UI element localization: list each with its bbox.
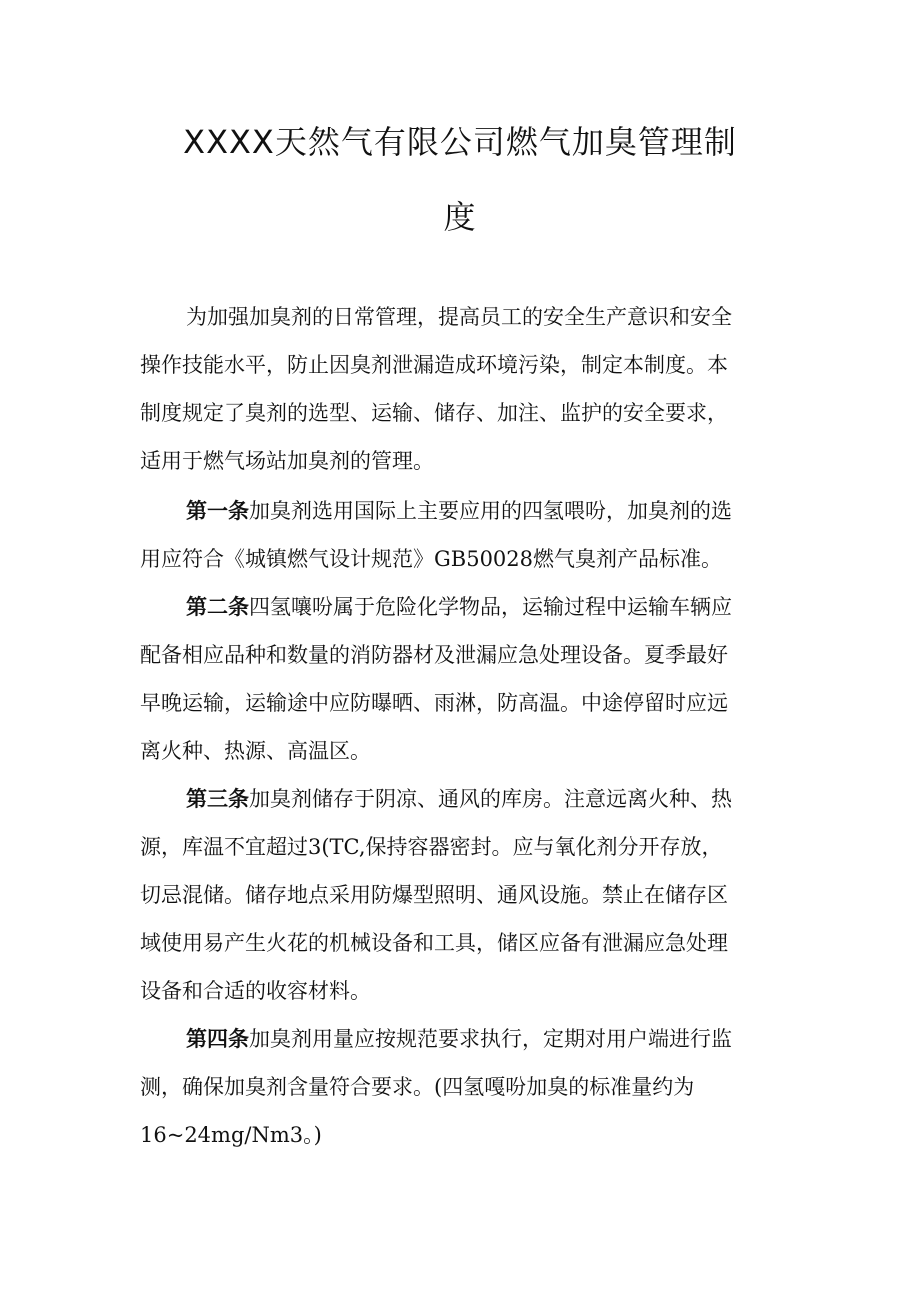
article-line: 域使用易产生火花的机械设备和工具，储区应备有泄漏应急处理: [140, 931, 728, 955]
intro-line: 操作技能水平，防止因臭剂泄漏造成环境污染，制定本制度。本: [140, 353, 728, 377]
article-label: 第一条: [186, 499, 249, 523]
article-line: 设备和合适的收容材料。: [140, 979, 371, 1003]
article-line: 配备相应品种和数量的消防器材及泄漏应急处理设备。夏季最好: [140, 643, 728, 667]
intro-paragraph: [140, 293, 800, 485]
article-text: 加臭剂储存于阴凉、通风的库房。注意远离火种、热: [249, 787, 732, 811]
article-4: [140, 1015, 800, 1159]
document-title-line-2: 度: [443, 198, 477, 236]
article-label: 第二条: [186, 595, 249, 619]
document-title-line-1: XXXX天然气有限公司燃气加臭管理制: [183, 123, 737, 161]
article-line: 早晚运输，运输途中应防曝晒、雨淋，防高温。中途停留时应远: [140, 691, 728, 715]
article-label: 第三条: [186, 787, 249, 811]
article-line: 离火种、热源、高温区。: [140, 739, 371, 763]
article-text: 四氢嚷吩属于危险化学物品，运输过程中运输车辆应: [249, 595, 732, 619]
article-line: 切忌混储。储存地点采用防爆型照明、通风设施。禁止在储存区: [140, 883, 728, 907]
article-text: 加臭剂选用国际上主要应用的四氢喂吩，加臭剂的选: [249, 499, 732, 523]
article-first-line: [140, 487, 800, 535]
article-line: 源，库温不宜超过3(TC,保持容器密封。应与氧化剂分开存放，: [140, 835, 723, 859]
article-first-line: [140, 775, 800, 823]
article-2: [140, 583, 800, 775]
article-line: 测，确保加臭剂含量符合要求。(四氢嘎吩加臭的标准量约为: [140, 1075, 695, 1099]
article-first-line: [140, 1015, 800, 1063]
article-line: 16~24mg/Nm3。): [140, 1123, 322, 1147]
article-text: 加臭剂用量应按规范要求执行，定期对用户端进行监: [249, 1027, 732, 1051]
article-first-line: [140, 583, 800, 631]
article-line: 用应符合《城镇燃气设计规范》GB50028燃气臭剂产品标准。: [140, 547, 723, 571]
article-1: [140, 487, 800, 583]
article-label: 第四条: [186, 1027, 249, 1051]
intro-line: 制度规定了臭剂的选型、运输、储存、加注、监护的安全要求，: [140, 401, 728, 425]
article-3: [140, 775, 800, 1015]
intro-line: 为加强加臭剂的日常管理，提高员工的安全生产意识和安全: [186, 305, 732, 329]
intro-line: 适用于燃气场站加臭剂的管理。: [140, 449, 434, 473]
